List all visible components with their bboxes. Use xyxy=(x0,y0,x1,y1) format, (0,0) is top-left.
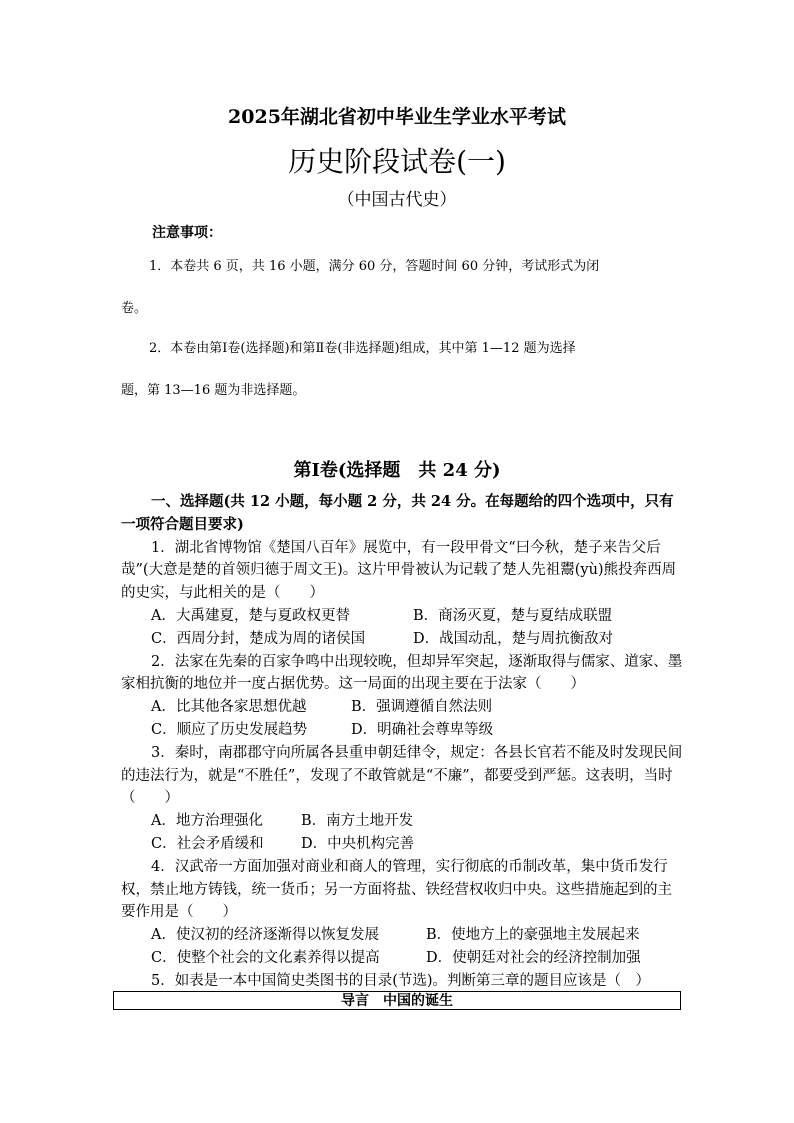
section-title: 第Ⅰ卷(选择题 共 24 分) xyxy=(293,460,501,481)
question-2-stem: 2．法家在先秦的百家争鸣中出现较晚，但却异军突起，逐渐取得与儒家、道家、墨家相抗衡的地位并一度占据优势。这一局面的出现主要在于法家（ ） xyxy=(121,653,683,693)
question-3-option-b: B．南方土地开发 xyxy=(301,813,414,830)
question-4-option-d: D．使朝廷对社会的经济控制加强 xyxy=(426,949,641,966)
exam-title: 2025年湖北省初中毕业生学业水平考试 xyxy=(228,106,566,128)
question-4-option-a: A．使汉初的经济逐渐得以恢复发展 xyxy=(151,927,379,944)
notice-item-1-line-2: 卷。 xyxy=(121,301,148,316)
section-instruction: 一、选择题(共 12 小题，每小题 2 分，共 24 分。在每题给的四个选项中，只有一项符合题目要求) xyxy=(121,493,674,533)
question-3-option-c: C．社会矛盾缓和 xyxy=(151,835,264,852)
question-3-options-row-2 xyxy=(121,833,683,856)
question-2-option-b: B．强调遵循自然法则 xyxy=(351,699,493,716)
question-5-stem: 5．如表是一本中国简史类图书的目录(节选)。判断第三章的题目应该是（ ） xyxy=(151,972,651,989)
question-1-option-d: D．战国动乱，楚与周抗衡敌对 xyxy=(413,630,614,647)
questions-body xyxy=(121,491,683,993)
question-2-option-c: C．顺应了历史发展趋势 xyxy=(151,721,308,738)
question-2-option-a: A．比其他各家思想优越 xyxy=(151,699,307,716)
question-3-option-a: A．地方治理强化 xyxy=(151,813,263,830)
question-1-option-c: C．西周分封，楚成为周的诸侯国 xyxy=(151,630,366,647)
question-4-stem: 4．汉武帝一方面加强对商业和商人的管理，实行彻底的币制改革，集中货币发行权，禁止地方铸钱，统一货币；另一方面将盐、铁经营权收归中央。这些措施起到的主要作用是（ ） xyxy=(121,858,672,921)
notice-item-2-line-1: 2．本卷由第Ⅰ卷(选择题)和第Ⅱ卷(非选择题)组成，其中第 1—12 题为选择 xyxy=(149,341,576,356)
question-2-options-row-1 xyxy=(121,696,683,719)
question-4-option-b: B．使地方上的豪强地主发展起来 xyxy=(426,927,640,944)
question-4-option-c: C．使整个社会的文化素养得以提高 xyxy=(151,949,380,966)
question-1-options-row-1 xyxy=(121,605,683,628)
question-3-options-row-1 xyxy=(121,810,683,833)
question-2-option-d: D．明确社会尊卑等级 xyxy=(351,721,494,738)
question-3-stem: 3．秦时，南郡郡守向所属各县重申朝廷律令，规定：各县长官若不能及时发现民间的违法行为，就是“不胜任”，发现了不敢管就是“不廉”，都要受到严惩。这表明，当时（ ） xyxy=(121,744,683,807)
question-4-options-row-2 xyxy=(121,947,683,970)
toc-table-row-1: 导言 中国的诞生 xyxy=(113,991,681,1010)
question-4-options-row-1 xyxy=(121,924,683,947)
paper-title: 历史阶段试卷(一) xyxy=(288,145,506,178)
question-3-option-d: D．中央机构完善 xyxy=(301,835,415,852)
question-1-stem: 1．湖北省博物馆《楚国八百年》展览中，有一段甲骨文“曰今秋，楚子来告父后哉”(大意是楚的首领归德于周文王)。这片甲骨被认为记载了楚人先祖鬻(yù)熊投奔西周的史实，与此相关的是（ ） xyxy=(121,539,677,602)
question-1-option-a: A．大禹建夏，楚与夏政权更替 xyxy=(151,607,350,624)
question-1-option-b: B．商汤灭夏，楚与夏结成联盟 xyxy=(413,607,613,624)
paper-subtitle: （中国古代史） xyxy=(337,190,457,210)
notice-item-2-line-2: 题，第 13—16 题为非选择题。 xyxy=(121,383,306,398)
notice-heading: 注意事项： xyxy=(152,225,222,241)
question-2-options-row-2 xyxy=(121,719,683,742)
notice-item-1-line-1: 1．本卷共 6 页，共 16 小题，满分 60 分，答题时间 60 分钟，考试形式为闭 xyxy=(149,259,600,274)
question-1-options-row-2 xyxy=(121,628,683,651)
